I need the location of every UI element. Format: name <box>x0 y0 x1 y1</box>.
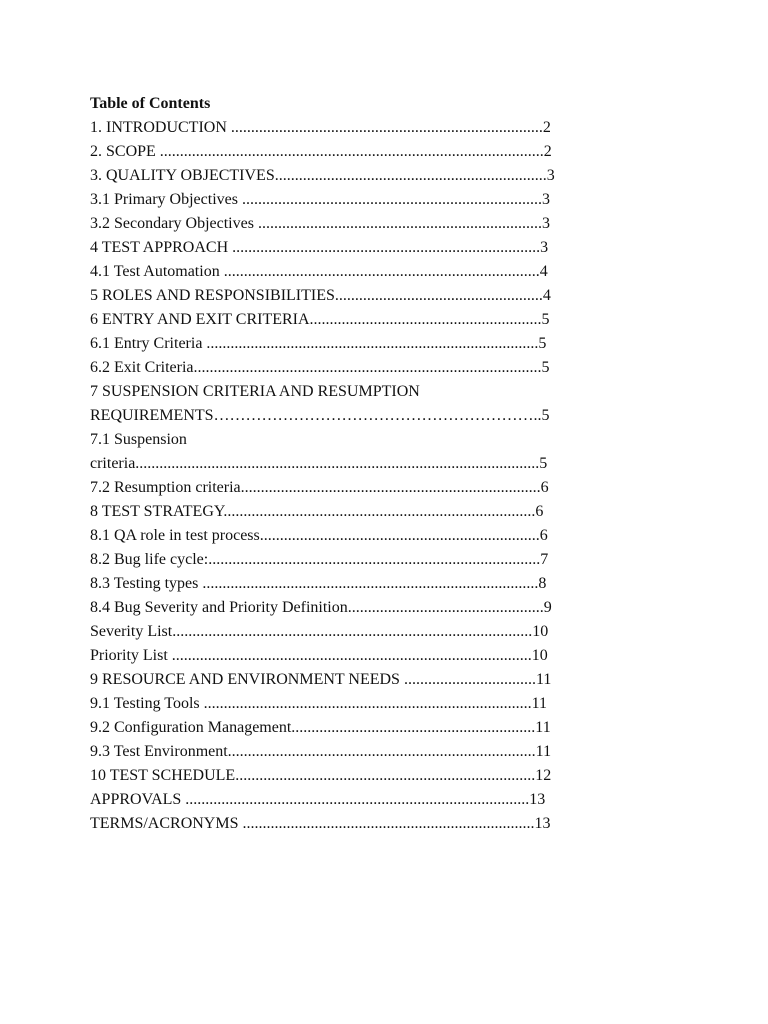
toc-entry-exit-criteria: 6.2 Exit Criteria.......................................................................................5 <box>90 359 550 376</box>
toc-entry-testing-types: 8.3 Testing types ....................................................................................8 <box>90 575 547 592</box>
toc-entry-terms-acronyms: TERMS/ACRONYMS .........................................................................13 <box>90 815 551 832</box>
toc-entry-quality-objectives: 3. QUALITY OBJECTIVES....................................................................3 <box>90 167 555 184</box>
toc-entry-suspension-criteria: criteria.....................................................................................................5 <box>90 455 548 472</box>
toc-entry-roles-responsibilities: 5 ROLES AND RESPONSIBILITIES....................................................4 <box>90 287 551 304</box>
toc-entry-resumption-criteria: 7.2 Resumption criteria...........................................................................6 <box>90 479 549 496</box>
toc-entry-bug-life-cycle: 8.2 Bug life cycle:...................................................................................7 <box>90 551 549 568</box>
toc-entry-secondary-objectives: 3.2 Secondary Objectives .......................................................................3 <box>90 215 550 232</box>
toc-entry-test-environment: 9.3 Test Environment.............................................................................11 <box>90 743 552 760</box>
toc-entry-test-approach: 4 TEST APPROACH .............................................................................3 <box>90 239 549 256</box>
toc-entry-severity-list: Severity List..........................................................................................10 <box>90 623 549 640</box>
toc-entry-test-automation: 4.1 Test Automation ...............................................................................4 <box>90 263 548 280</box>
toc-entry-qa-role: 8.1 QA role in test process......................................................................6 <box>90 527 548 544</box>
toc-entry-entry-exit-criteria: 6 ENTRY AND EXIT CRITERIA..........................................................5 <box>90 311 550 328</box>
toc-entry-scope: 2. SCOPE ................................................................................................2 <box>90 143 552 160</box>
toc-entry-approvals: APPROVALS ......................................................................................13 <box>90 791 546 808</box>
toc-entry-resource-environment: 9 RESOURCE AND ENVIRONMENT NEEDS .................................11 <box>90 671 552 688</box>
toc-entry-requirements: REQUIREMENTS……………………………………………………..5 <box>90 407 550 424</box>
toc-heading: Table of Contents <box>90 95 211 112</box>
toc-entry-configuration-management: 9.2 Configuration Management.............................................................11 <box>90 719 551 736</box>
toc-entry-suspension: 7.1 Suspension <box>90 431 187 448</box>
toc-entry-bug-severity-priority: 8.4 Bug Severity and Priority Definition.................................................9 <box>90 599 552 616</box>
toc-entry-testing-tools: 9.1 Testing Tools ..................................................................................11 <box>90 695 548 712</box>
document-page <box>90 92 610 836</box>
toc-entry-priority-list: Priority List ..........................................................................................10 <box>90 647 548 664</box>
toc-entry-test-schedule: 10 TEST SCHEDULE...........................................................................12 <box>90 767 552 784</box>
toc-entry-primary-objectives: 3.1 Primary Objectives ...........................................................................3 <box>90 191 550 208</box>
toc-entry-suspension-resumption: 7 SUSPENSION CRITERIA AND RESUMPTION <box>90 383 420 400</box>
toc-entry-introduction: 1. INTRODUCTION ..............................................................................2 <box>90 119 551 136</box>
toc-entry-entry-criteria: 6.1 Entry Criteria ...................................................................................5 <box>90 335 547 352</box>
toc-entry-test-strategy: 8 TEST STRATEGY..............................................................................6 <box>90 503 544 520</box>
